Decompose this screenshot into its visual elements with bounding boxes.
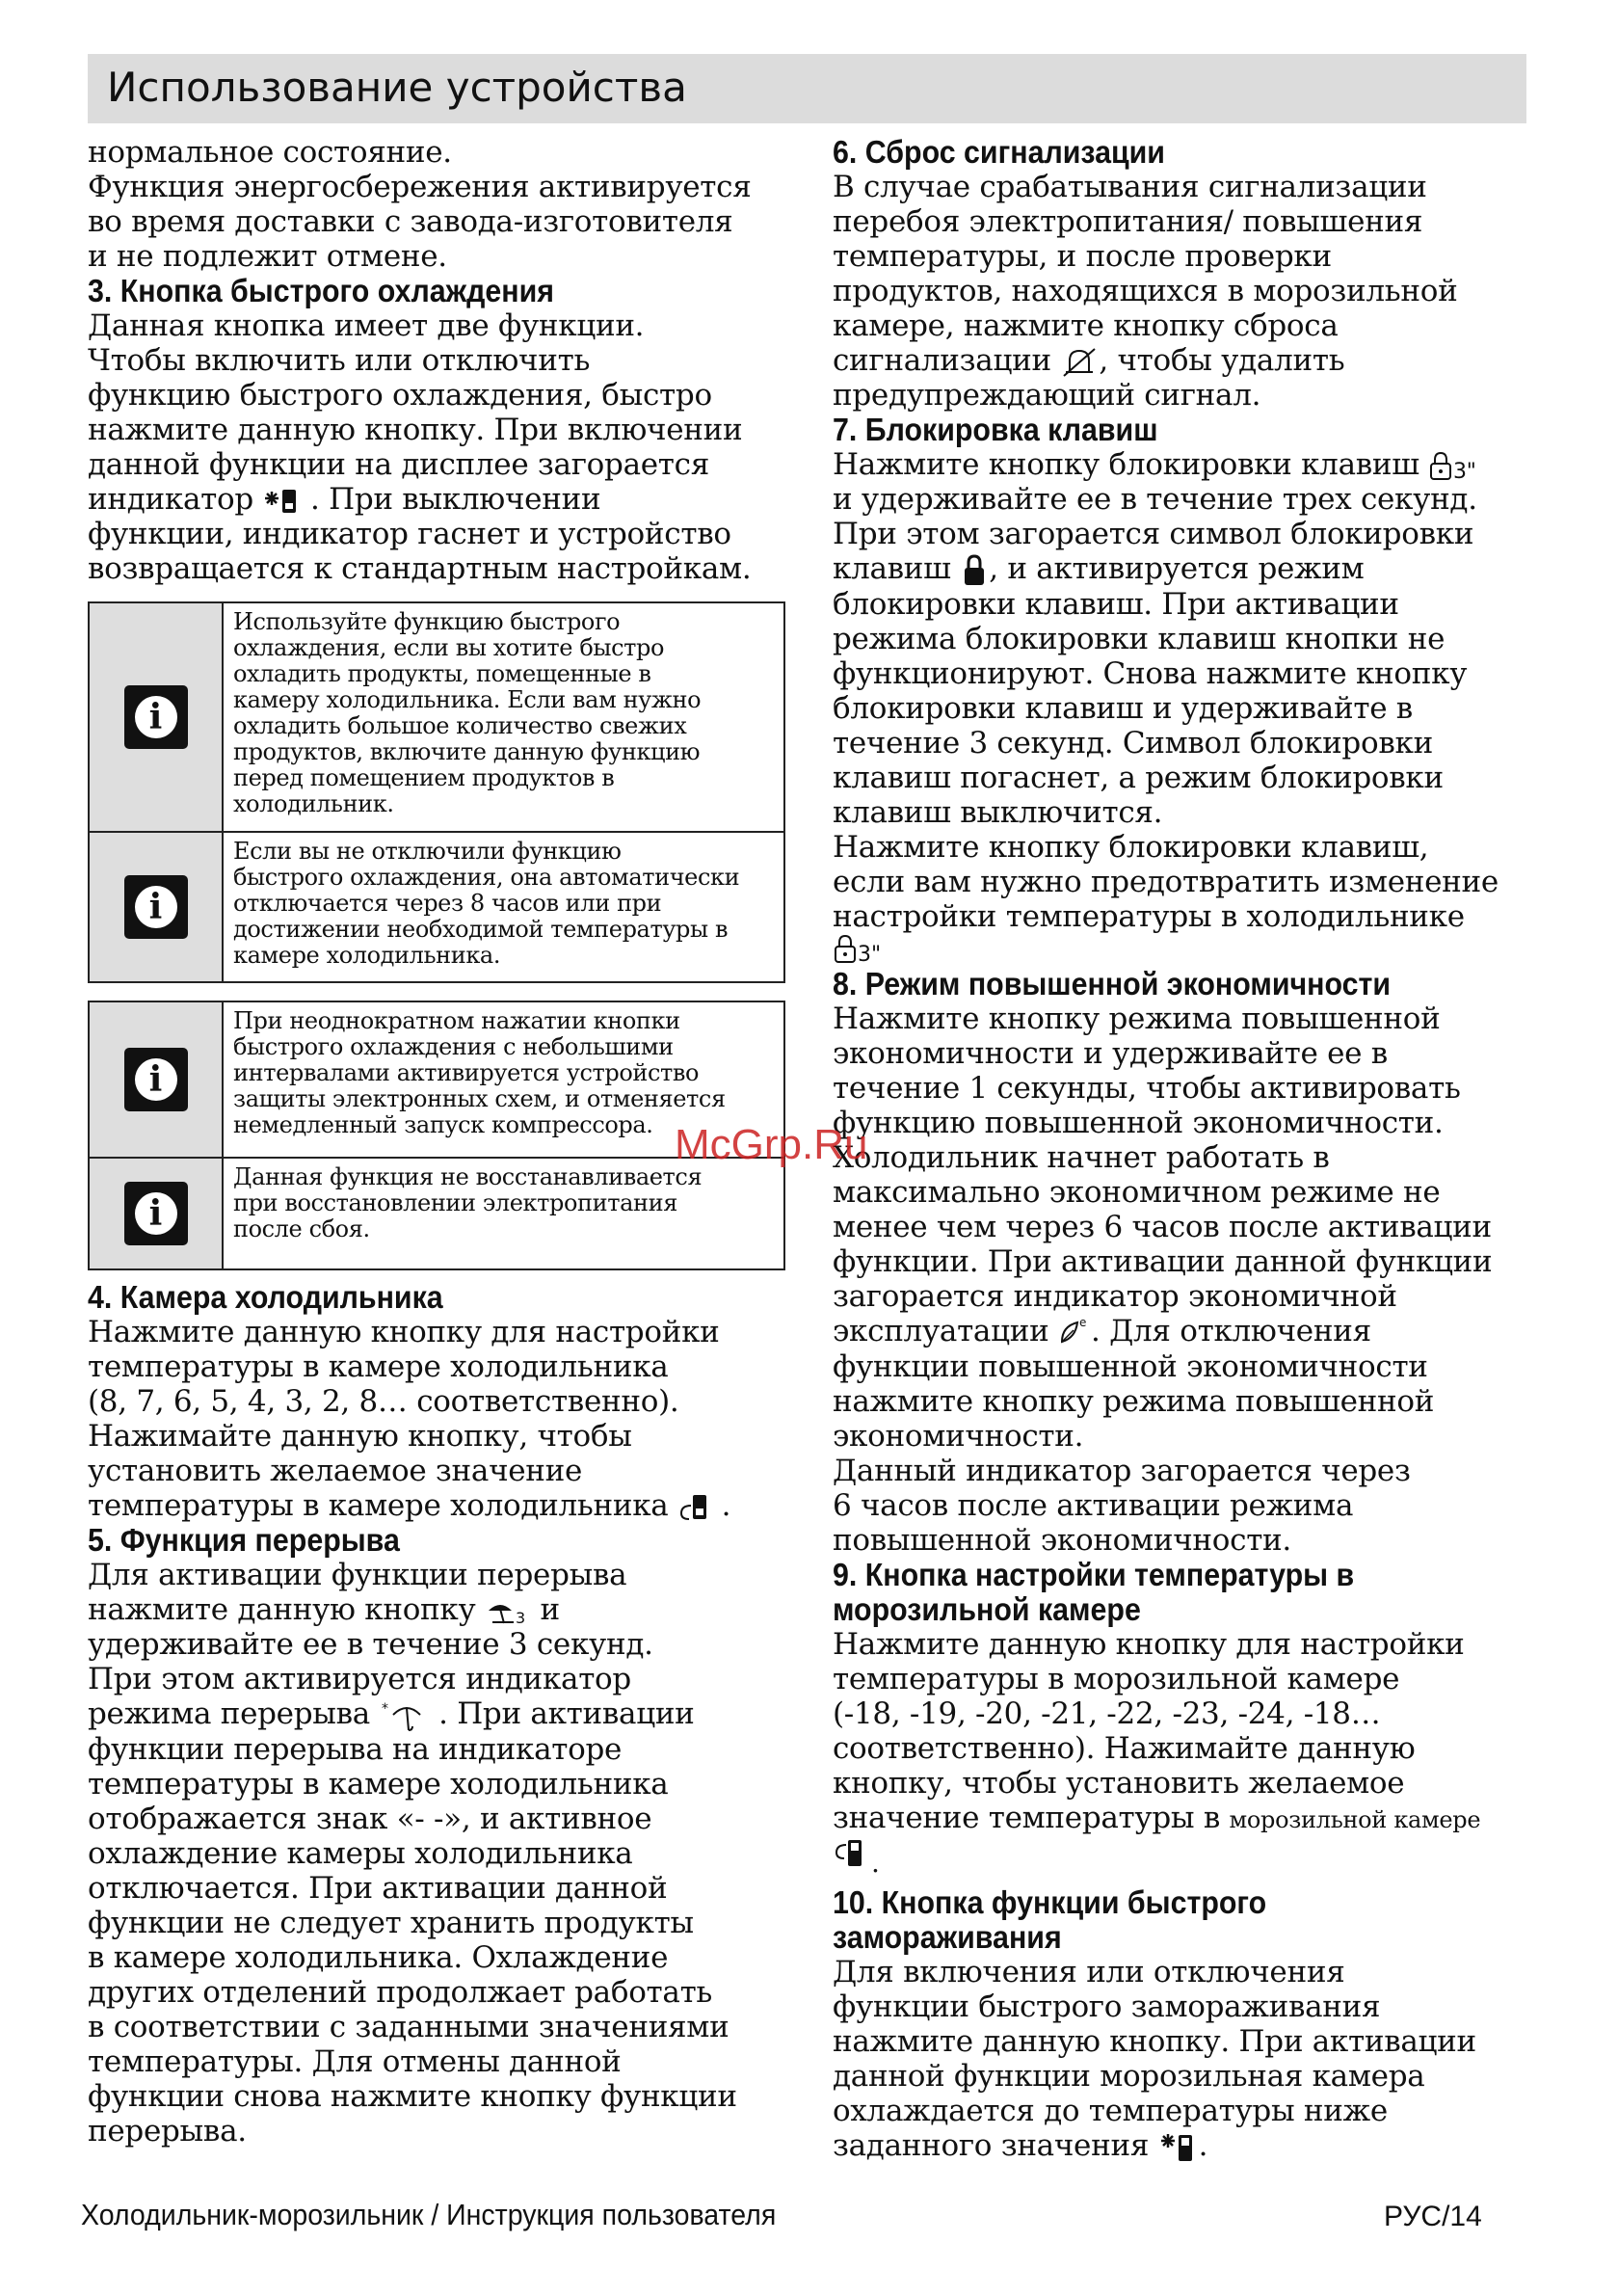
section-3-text bbox=[88, 308, 782, 586]
section-5-text bbox=[88, 1558, 782, 2149]
svg-text:3": 3" bbox=[1453, 459, 1476, 482]
section-8-title: 8. Режим повышенной экономичности bbox=[833, 965, 1392, 1001]
section-6-title: 6. Сброс сигнализации bbox=[833, 134, 1165, 170]
freezer-temp-indicator-row: . bbox=[833, 1837, 1541, 1876]
info-icon: i bbox=[124, 875, 188, 939]
key-lock-button-icon bbox=[1428, 451, 1478, 482]
section-4-text-body: Нажмите данную кнопку для настройки температуры в камере холодильника (8, 7, 6, 5, 4, 3, 2, 8… соответственно). Нажимайте данную кнопку, чтобы установить желаемое значение температуры в камере холодильника bbox=[88, 1315, 720, 1523]
key-lock-button-icon-trailing bbox=[833, 934, 1541, 967]
section-3-title: 3. Кнопка быстрого охлаждения bbox=[88, 273, 555, 308]
vacation-button-icon bbox=[485, 1597, 531, 1626]
section-5-text-a: Для активации функции перерыва нажмите данную кнопку bbox=[88, 1558, 627, 1627]
section-7-text bbox=[833, 447, 1541, 934]
section-8-text-a: Нажмите кнопку режима повышенной экономичности и удерживайте ее в течение 1 секунды, чтобы активировать функцию повышенной экономичности. Холодильник начнет работать в максимально экономичном режиме не менее чем через 6 часов после активации функции. При активации данной функции загорается индикатор экономичной эксплуатации bbox=[833, 1001, 1493, 1348]
section-9-text-small: морозильной камере bbox=[1229, 1806, 1481, 1833]
watermark: McGrp.Ru bbox=[675, 1121, 868, 1168]
fast-cool-indicator-icon bbox=[262, 487, 301, 516]
header-bar bbox=[88, 54, 1526, 123]
note-row bbox=[90, 603, 783, 831]
section-9-text bbox=[833, 1627, 1541, 1837]
section-7-text-b: и удерживайте ее в течение трех секунд. При этом загорается символ блокировки клавиш bbox=[833, 482, 1477, 586]
freezer-temp-indicator-icon bbox=[833, 1837, 871, 1872]
info-icon: i bbox=[124, 1048, 188, 1111]
fast-freeze-indicator-icon bbox=[1158, 2131, 1199, 2164]
section-4-title: 4. Камера холодильника bbox=[88, 1279, 443, 1315]
info-icon: i bbox=[124, 685, 188, 749]
eco-indicator-icon bbox=[1058, 1315, 1091, 1349]
note-text: Если вы не отключили функцию быстрого охлаждения, она автоматически отключается через 8 часов или при достижении необходимой температуры в камере холодильника. bbox=[233, 838, 740, 969]
footer-title: Холодильник-морозильник / Инструкция пользователя bbox=[81, 2198, 777, 2231]
section-5-text-c: . При активации функции перерыва на индикаторе температуры в камере холодильника отображается знак «- -», и активное охлаждение камеры холодильника отключается. При активации данной функции не следует хранить продукты в камере холодильника. Охлаждение других отделений продолжает работать в соответствии с заданными значениями температуры. Для отмены данной функции снова нажмите кнопку функции перерыва. bbox=[88, 1696, 737, 2149]
section-5-title: 5. Функция перерыва bbox=[88, 1522, 400, 1558]
section-7-title: 7. Блокировка клавиш bbox=[833, 412, 1158, 447]
section-7-text-a: Нажмите кнопку блокировки клавиш bbox=[833, 447, 1429, 482]
note-icon-cell bbox=[90, 1002, 224, 1157]
note-row bbox=[90, 1157, 783, 1268]
section-10-text-body: Для включения или отключения функции быстрого замораживания нажмите данную кнопку. При активации данной функции морозильная камера охлаждается до температуры ниже заданного значения bbox=[833, 1955, 1476, 2163]
section-7-text-c: , и активируется режим блокировки клавиш. При активации режима блокировки клавиш кнопки не функционируют. Снова нажмите кнопку блокировки клавиш и удерживайте в течение 3 секунд. Символ блокировки клавиш погаснет, а режим блокировки клавиш выключится. Нажмите кнопку блокировки клавиш, если вам нужно предотвратить изменение настройки температуры в холодильнике bbox=[833, 551, 1499, 934]
svg-text:3": 3" bbox=[858, 942, 882, 965]
key-lock-indicator-icon bbox=[960, 554, 989, 587]
vacation-indicator-icon bbox=[380, 1699, 430, 1732]
section-6-text-b: , чтобы удалить предупреждающий сигнал. bbox=[833, 343, 1345, 413]
note-icon-cell bbox=[90, 603, 224, 831]
intro-text: нормальное состояние. Функция энергосбережения активируется во время доставки с завода-изготовителя и не подлежит отмене. bbox=[88, 135, 752, 274]
fridge-temp-indicator-icon bbox=[677, 1492, 712, 1523]
section-9-text-a: Нажмите данную кнопку для настройки температуры в морозильной камере (-18, -19, -20, -21, -22, -23, -24, -18… соответственно). Нажимайте данную кнопку, чтобы установить желаемое значение температуры в bbox=[833, 1627, 1465, 1835]
info-icon: i bbox=[124, 1182, 188, 1245]
note-text: Используйте функцию быстрого охлаждения, если вы хотите быстро охладить продукты, помещенные в камеру холодильника. Если вам нужно охладить большое количество свежих продуктов, включите данную функцию перед помещением продуктов в холодильник. bbox=[233, 608, 702, 817]
section-3-text-b: . При выключении функции, индикатор гаснет и устройство возвращается к стандартным настройкам. bbox=[88, 482, 752, 586]
svg-text:3: 3 bbox=[516, 1608, 525, 1626]
section-4-text: Нажмите данную кнопку для настройки температуры в камере холодильника (8, 7, 6, 5, 4, 3, 2, 8… соответственно). Нажимайте данную кнопку, чтобы установить желаемое значение температуры в камере холодильника . bbox=[88, 1315, 731, 1523]
note-text: Данная функция не восстанавливается при восстановлении электропитания после сбоя. bbox=[233, 1163, 703, 1242]
section-6-text bbox=[833, 170, 1541, 413]
notes-table-1 bbox=[88, 601, 785, 983]
page-number: РУС/14 bbox=[1384, 2201, 1482, 2232]
note-row bbox=[90, 831, 783, 981]
page-title: Использование устройства bbox=[107, 64, 687, 111]
section-8-text-b: . Для отключения функции повышенной экономичности нажмите кнопку режима повышенной экономичности. Данный индикатор загорается через 6 часов после активации режима повышенной экономичности. bbox=[833, 1313, 1435, 1558]
section-3-text-a: Данная кнопка имеет две функции. Чтобы включить или отключить функцию быстрого охлаждения, быстро нажмите данную кнопку. При включении данной функции на дисплее загорается индикатор bbox=[88, 308, 743, 517]
note-text: При неоднократном нажатии кнопки быстрого охлаждения с небольшими интервалами активируется устройство защиты электронных схем, и отменяется немедленный запуск компрессора. bbox=[233, 1007, 726, 1138]
section-8-text bbox=[833, 1001, 1541, 1559]
section-10-text: Для включения или отключения функции быстрого замораживания нажмите данную кнопку. При активации данной функции морозильная камера охлаждается до температуры ниже заданного значения . bbox=[833, 1955, 1476, 2163]
key-lock-icon bbox=[833, 934, 883, 965]
svg-text:e: e bbox=[1079, 1316, 1087, 1329]
section-10-title: 10. Кнопка функции быстрого замораживания bbox=[833, 1884, 1267, 1955]
section-5-text-b: и удерживайте ее в течение 3 секунд. При этом активируется индикатор режима перерыва bbox=[88, 1592, 653, 1731]
svg-text:*: * bbox=[381, 1700, 388, 1717]
right-column bbox=[833, 135, 1541, 2164]
section-6-text-a: В случае срабатывания сигнализации перебоя электропитания/ повышения температуры, и после проверки продуктов, находящихся в морозильной камере, нажмите кнопку сброса сигнализации bbox=[833, 170, 1458, 378]
section-9-title: 9. Кнопка настройки температуры в морозильной камере bbox=[833, 1557, 1355, 1627]
alarm-off-icon bbox=[1060, 347, 1099, 378]
note-icon-cell bbox=[90, 1159, 224, 1268]
note-icon-cell bbox=[90, 833, 224, 981]
